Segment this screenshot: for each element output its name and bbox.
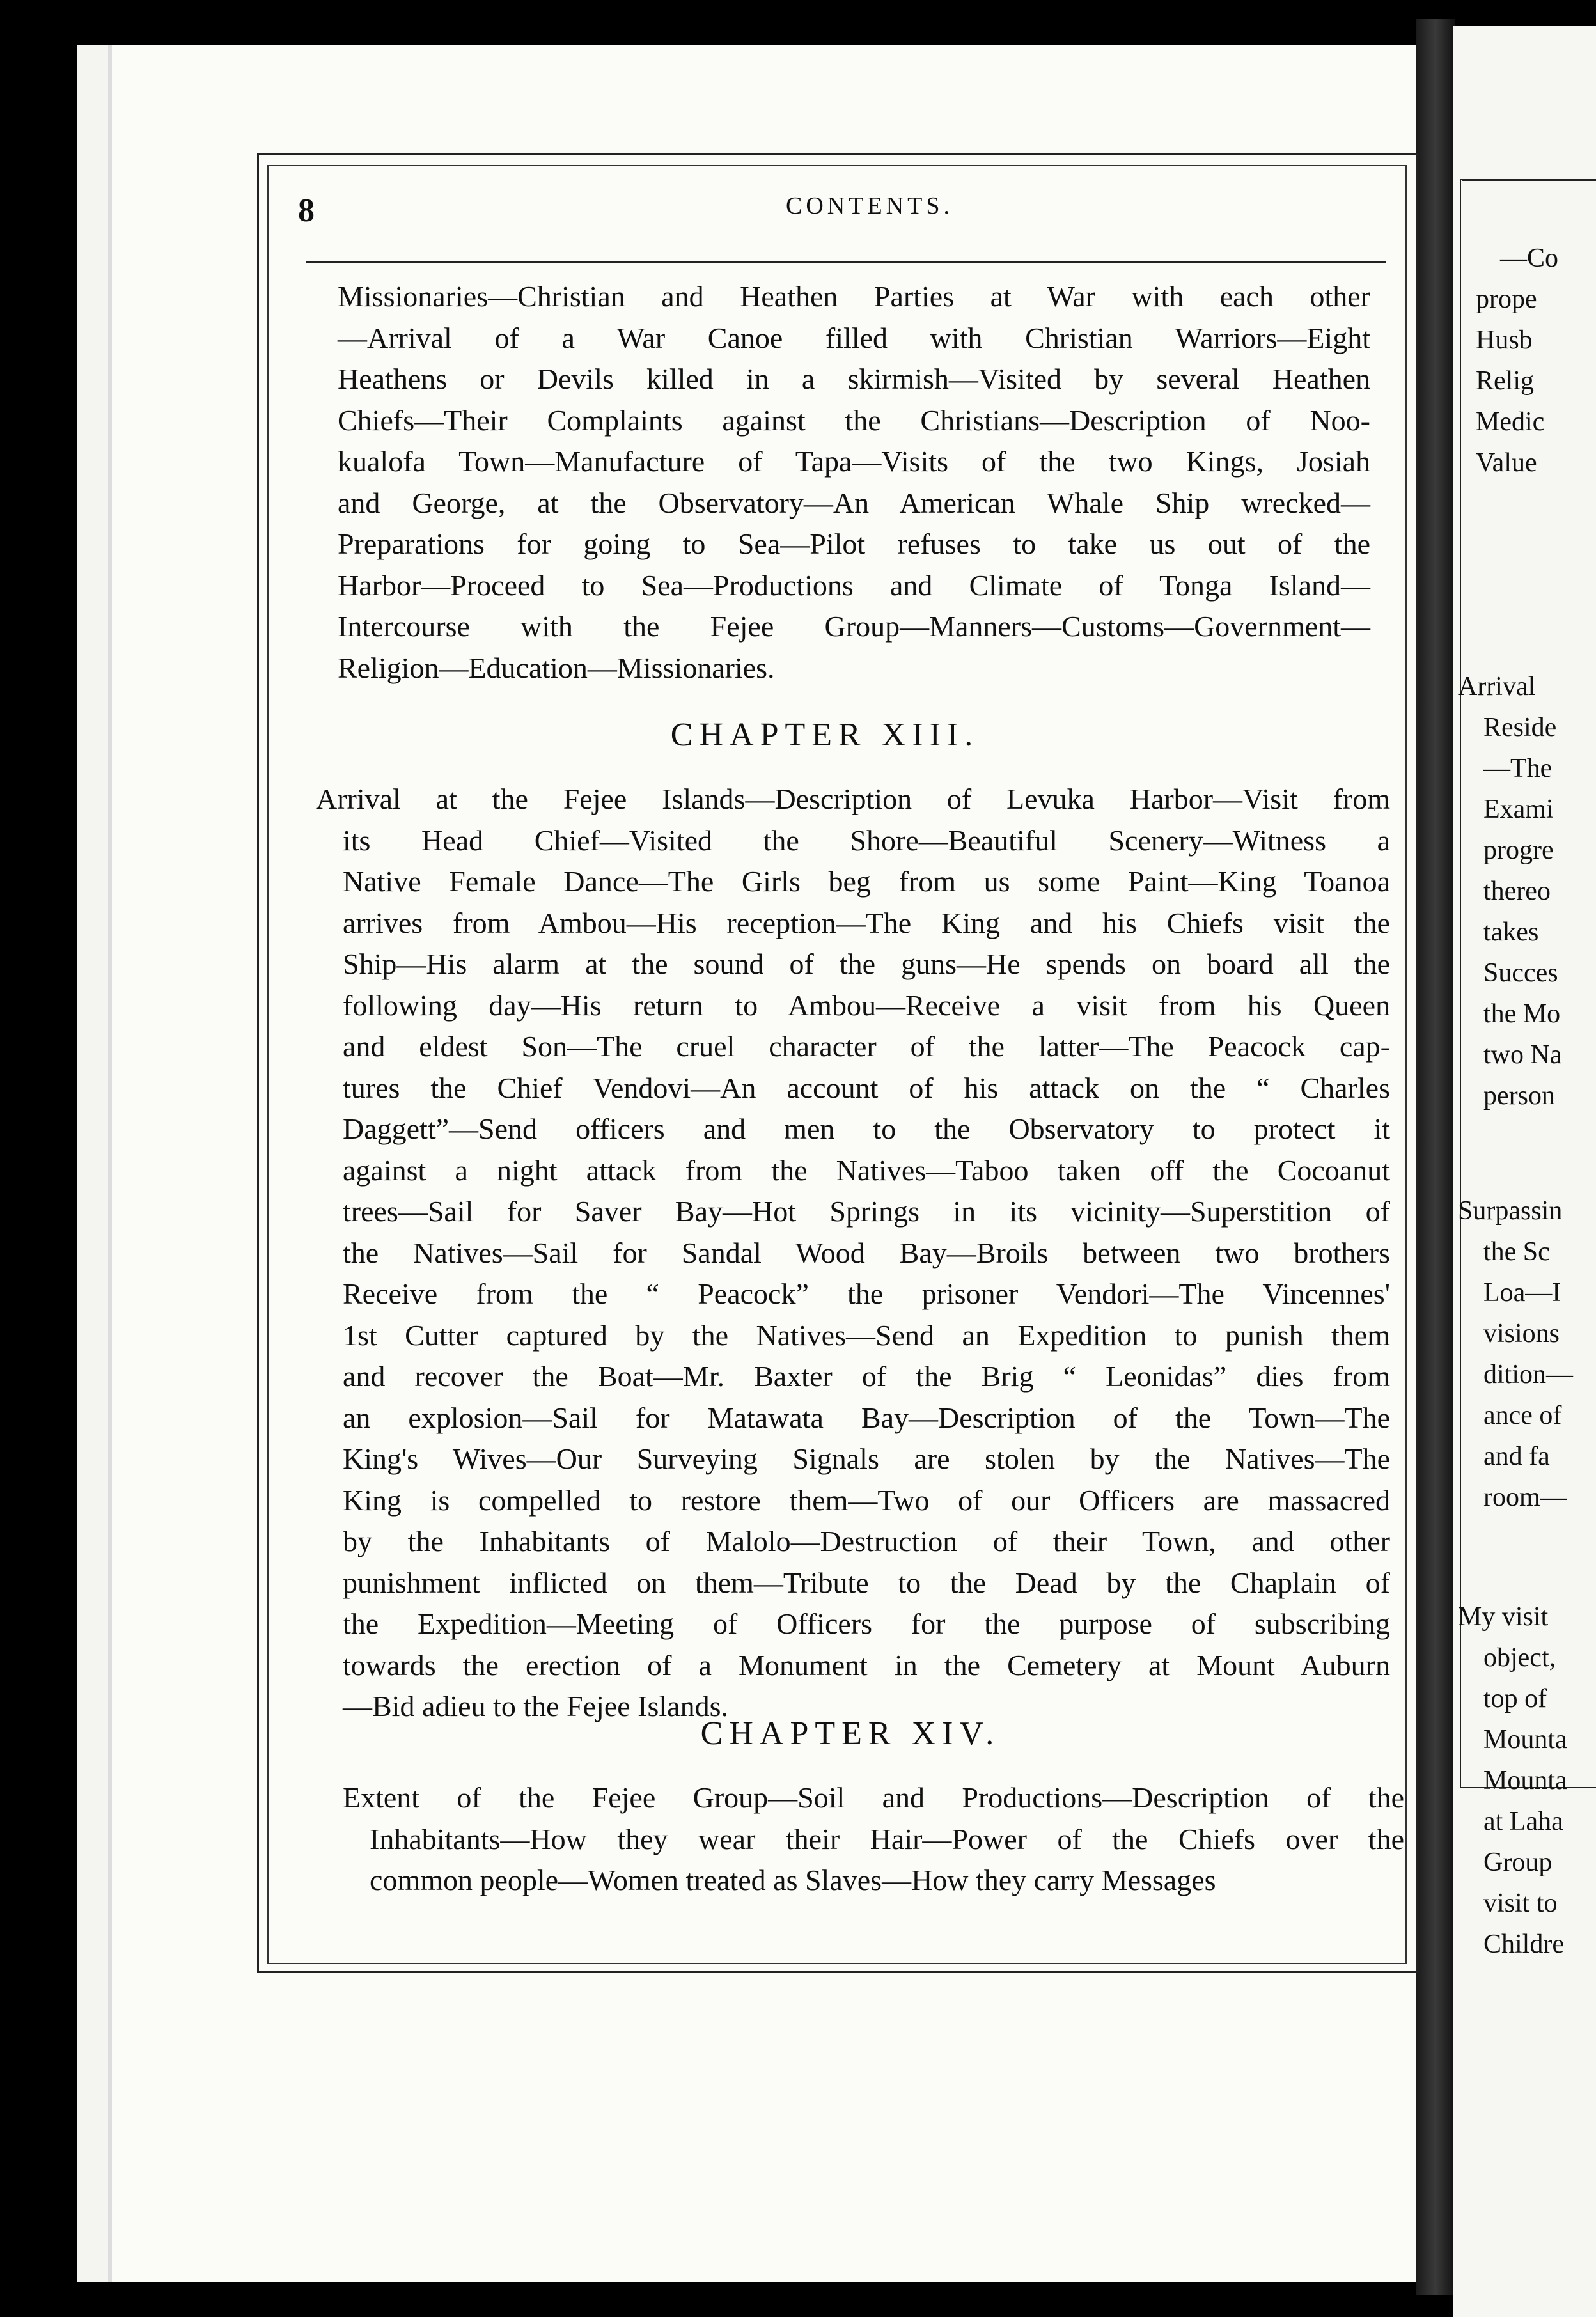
contents-line: against a night attack from the Natives—Taboo taken off the Cocoanut [343, 1153, 1390, 1187]
facing-page-line: top of [1483, 1684, 1547, 1713]
contents-paragraph-chapter-xiv [343, 1777, 1404, 1901]
facing-page-line: Surpassin [1458, 1196, 1563, 1226]
facing-page-line: person [1483, 1081, 1555, 1111]
contents-line: Heathens or Devils killed in a skirmish—Visited by several Heathen [338, 363, 1370, 395]
contents-line: Inhabitants—How they wear their Hair—Power of the Chiefs over the [370, 1822, 1404, 1855]
contents-line: King is compelled to restore them—Two of our Officers are massacred [343, 1483, 1390, 1517]
facing-page-line: —The [1483, 754, 1553, 783]
facing-page-line: Value [1476, 448, 1537, 478]
facing-page-line: Reside [1483, 713, 1557, 742]
facing-page-line: Husb [1476, 325, 1533, 355]
contents-line: the Natives—Sail for Sandal Wood Bay—Broils between two brothers [343, 1236, 1390, 1269]
facing-page-line: Childre [1483, 1930, 1564, 1959]
contents-line: tures the Chief Vendovi—An account of his attack on the “ Charles [343, 1071, 1390, 1104]
facing-page-line: the Sc [1483, 1237, 1550, 1267]
contents-line: kualofa Town—Manufacture of Tapa—Visits of the two Kings, Josiah [338, 445, 1370, 478]
contents-line: towards the erection of a Monument in the Cemetery at Mount Auburn [343, 1648, 1390, 1681]
facing-page-line: ance of [1483, 1401, 1562, 1430]
header-rule [306, 261, 1386, 263]
contents-line: punishment inflicted on them—Tribute to the Dead by the Chaplain of [343, 1566, 1390, 1599]
chapter-heading-xiv: CHAPTER XIV. [700, 1715, 1001, 1752]
running-head: CONTENTS. [786, 192, 953, 219]
contents-paragraph-chapter-xii-continued [338, 276, 1370, 689]
facing-page-line: object, [1483, 1643, 1556, 1673]
facing-page-line: Arrival [1458, 672, 1536, 701]
facing-page-line: Mounta [1483, 1725, 1567, 1754]
facing-page-line: Exami [1483, 795, 1554, 824]
contents-line: —Arrival of a War Canoe filled with Christian Warriors—Eight [338, 321, 1370, 354]
facing-page-line: room— [1483, 1483, 1567, 1512]
facing-page-line: at Laha [1483, 1807, 1563, 1836]
contents-line: Missionaries—Christian and Heathen Parties at War with each other [338, 280, 1370, 313]
contents-line: Extent of the Fejee Group—Soil and Productions—Description of the [343, 1781, 1404, 1814]
contents-line: Receive from the “ Peacock” the prisoner Vendori—The Vincennes' [343, 1277, 1390, 1310]
contents-line: Ship—His alarm at the sound of the guns—He spends on board all the [343, 948, 1390, 980]
facing-page-line: visit to [1483, 1889, 1558, 1918]
contents-line: Harbor—Proceed to Sea—Productions and Climate of Tonga Island— [338, 568, 1370, 602]
scan-background-top [0, 0, 1596, 45]
contents-line: and recover the Boat—Mr. Baxter of the Brig “ Leonidas” dies from [343, 1360, 1390, 1393]
contents-line: and George, at the Observatory—An American Whale Ship wrecked— [338, 486, 1370, 519]
facing-page-line: progre [1483, 836, 1554, 865]
scan-background-left [0, 0, 77, 2317]
contents-paragraph-chapter-xiii [316, 779, 1390, 1728]
contents-line: Daggett”—Send officers and men to the Observatory to protect it [343, 1112, 1390, 1145]
facing-page-line: Loa—I [1483, 1278, 1561, 1307]
facing-page-line: Group [1483, 1848, 1553, 1877]
facing-page-line: Relig [1476, 366, 1534, 396]
contents-line: an explosion—Sail for Matawata Bay—Description of the Town—The [343, 1401, 1390, 1434]
facing-page-line: visions [1483, 1319, 1560, 1348]
contents-line: following day—His return to Ambou—Receive a visit from his Queen [343, 988, 1390, 1022]
contents-line: its Head Chief—Visited the Shore—Beautiful Scenery—Witness a [343, 823, 1390, 857]
page-number: 8 [298, 192, 315, 229]
contents-line: by the Inhabitants of Malolo—Destruction of their Town, and other [343, 1525, 1390, 1557]
facing-page-line: thereo [1483, 877, 1551, 906]
facing-page-line: My visit [1458, 1602, 1549, 1632]
facing-page-line: the Mo [1483, 999, 1561, 1029]
chapter-heading-xiii: CHAPTER XIII. [670, 717, 980, 753]
facing-page-line: Medic [1476, 407, 1545, 437]
contents-line: Intercourse with the Fejee Group—Manners—Customs—Government— [338, 610, 1370, 643]
contents-line: —Bid adieu to the Fejee Islands. [343, 1690, 728, 1722]
book-gutter [1416, 19, 1455, 2295]
facing-page-line: takes [1483, 917, 1539, 947]
contents-line: Preparations for going to Sea—Pilot refuses to take us out of the [338, 527, 1370, 560]
book-page-right [1453, 26, 1596, 2317]
facing-page-line: dition— [1483, 1360, 1574, 1389]
facing-page-line: and fa [1483, 1442, 1550, 1471]
facing-page-line: Mounta [1483, 1766, 1567, 1795]
contents-line: Arrival at the Fejee Islands—Description of Levuka Harbor—Visit from [316, 783, 1390, 815]
contents-line: Religion—Education—Missionaries. [338, 651, 775, 684]
contents-line: 1st Cutter captured by the Natives—Send an Expedition to punish them [343, 1318, 1390, 1352]
facing-page-line: Succes [1483, 958, 1558, 988]
facing-page-line: two Na [1483, 1040, 1562, 1070]
contents-line: Native Female Dance—The Girls beg from us some Paint—King Toanoa [343, 865, 1390, 898]
contents-line: arrives from Ambou—His reception—The King and his Chiefs visit the [343, 906, 1390, 939]
contents-line: and eldest Son—The cruel character of the latter—The Peacock cap- [343, 1030, 1390, 1063]
facing-page-line: —Co [1500, 244, 1559, 273]
contents-line: common people—Women treated as Slaves—How they carry Messages [370, 1864, 1216, 1896]
contents-line: trees—Sail for Saver Bay—Hot Springs in its vicinity—Superstition of [343, 1195, 1390, 1228]
contents-line: King's Wives—Our Surveying Signals are stolen by the Natives—The [343, 1442, 1390, 1475]
contents-line: the Expedition—Meeting of Officers for the purpose of subscribing [343, 1607, 1390, 1640]
contents-line: Chiefs—Their Complaints against the Christians—Description of Noo- [338, 403, 1370, 437]
facing-page-line: prope [1476, 285, 1537, 314]
